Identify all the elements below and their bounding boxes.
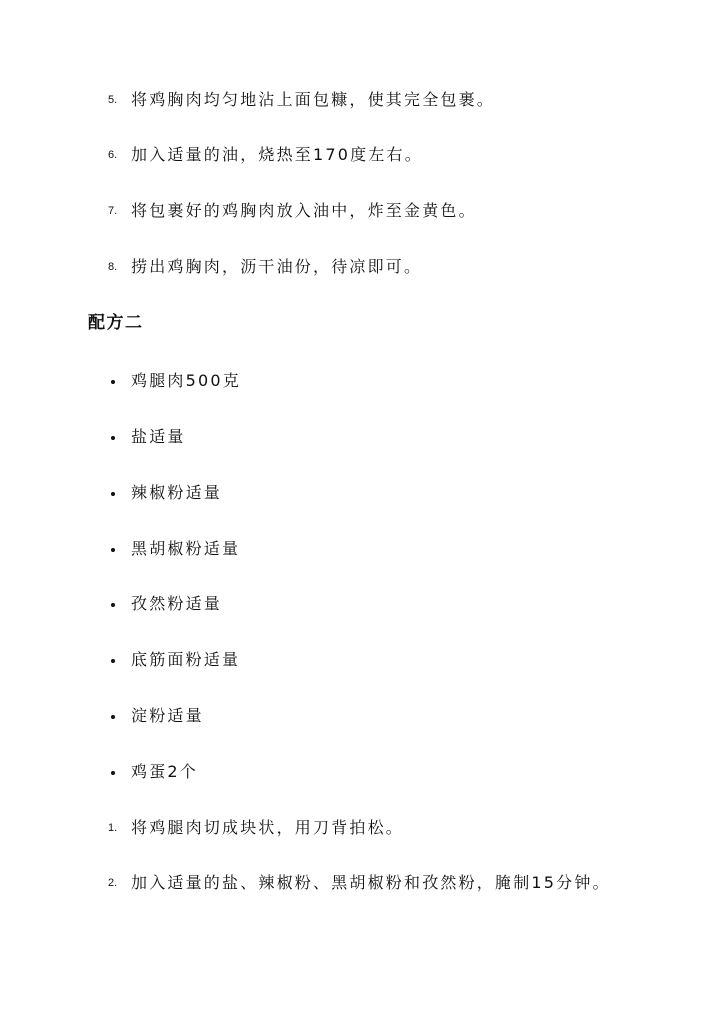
- ingredient-text: 鸡腿肉500克: [131, 371, 241, 390]
- bullet-icon: [111, 380, 115, 384]
- step-text: 捞出鸡胸肉，沥干油份，待凉即可。: [131, 257, 423, 276]
- section-heading: 配方二: [88, 313, 144, 333]
- ingredient-text: 底筋面粉适量: [131, 650, 241, 669]
- ingredient-text: 盐适量: [131, 427, 186, 446]
- step-text: 加入适量的盐、辣椒粉、黑胡椒粉和孜然粉，腌制15分钟。: [131, 873, 611, 892]
- step-number: 2.: [108, 877, 118, 889]
- step-number: 7.: [108, 205, 118, 217]
- bullet-icon: [111, 715, 115, 719]
- ingredient-text: 辣椒粉适量: [131, 483, 223, 502]
- ingredient-text: 鸡蛋2个: [131, 762, 198, 781]
- step-number: 6.: [108, 149, 118, 161]
- bullet-icon: [111, 436, 115, 440]
- step-text: 将包裹好的鸡胸肉放入油中，炸至金黄色。: [131, 201, 477, 220]
- ingredient-text: 淀粉适量: [131, 706, 204, 725]
- bullet-icon: [111, 603, 115, 607]
- step-text: 加入适量的油，烧热至170度左右。: [131, 145, 423, 164]
- bullet-icon: [111, 548, 115, 552]
- step-number: 8.: [108, 261, 118, 273]
- bullet-icon: [111, 659, 115, 663]
- ingredient-text: 黑胡椒粉适量: [131, 539, 241, 558]
- step-number: 5.: [108, 94, 118, 106]
- bullet-icon: [111, 492, 115, 496]
- bullet-icon: [111, 771, 115, 775]
- step-number: 1.: [108, 822, 118, 834]
- step-text: 将鸡腿肉切成块状，用刀背拍松。: [131, 818, 405, 837]
- step-text: 将鸡胸肉均匀地沾上面包糠，使其完全包裹。: [131, 90, 496, 109]
- ingredient-text: 孜然粉适量: [131, 594, 223, 613]
